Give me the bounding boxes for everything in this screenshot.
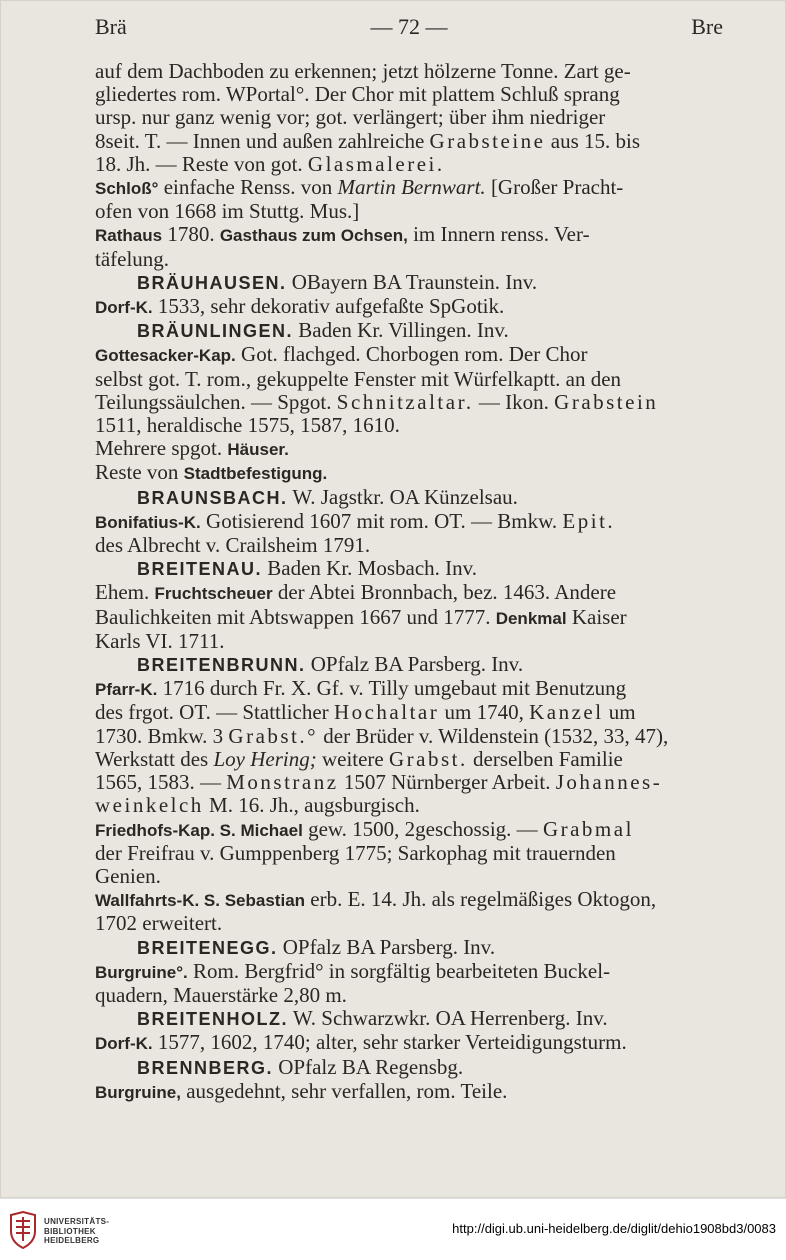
place-heading: BREITENBRUNN. OPfalz BA Parsberg. Inv. <box>137 652 524 677</box>
text-line: weinkelch M. 16. Jh., augsburgisch. <box>95 793 420 818</box>
permalink-url[interactable]: http://digi.ub.uni-heidelberg.de/diglit/dehio1908bd3/0083 <box>452 1221 776 1236</box>
text-line: Dorf-K. 1533, sehr dekorativ aufgefaßte SpGotik. <box>95 294 505 319</box>
running-header <box>95 12 723 46</box>
text-line: Schloß° einfache Renss. von Martin Bernwart. [Großer Pracht- <box>95 175 624 200</box>
text-line: Rathaus 1780. Gasthaus zum Ochsen, im Innern renss. Ver- <box>95 222 590 247</box>
text-line: Wallfahrts-K. S. Sebastian erb. E. 14. Jh. als regelmäßiges Oktogon, <box>95 887 657 912</box>
place-heading: BRAUNSBACH. W. Jagstkr. OA Künzelsau. <box>137 484 518 509</box>
text-line: täfelung. <box>95 246 170 271</box>
text-line: ofen von 1668 im Stuttg. Mus.] <box>95 199 360 224</box>
text-line: Burgruine, ausgedehnt, sehr verfallen, rom. Teile. <box>95 1078 508 1103</box>
text-line: selbst got. T. rom., gekuppelte Fenster mit Würfelkaptt. an den <box>95 366 622 391</box>
text-line: Mehrere spgot. Häuser. <box>95 436 289 461</box>
text-line: Werkstatt des Loy Hering; weitere Grabst. derselben Familie <box>95 746 623 771</box>
page-number: — 72 — <box>370 14 448 39</box>
text-line: quadern, Mauerstärke 2,80 m. <box>95 982 347 1007</box>
text-line: 18. Jh. — Reste von got. Glasmalerei. <box>95 151 445 176</box>
text-line: 1565, 1583. — Monstranz 1507 Nürnberger Arbeit. Johannes- <box>95 770 663 795</box>
text-line: 1702 erweitert. <box>95 911 223 936</box>
place-heading: BREITENAU. Baden Kr. Mosbach. Inv. <box>137 556 478 581</box>
text-line: Baulichkeiten mit Abtswappen 1667 und 1777. Denkmal Kaiser <box>95 604 627 629</box>
header-right: Bre <box>691 14 723 39</box>
text-line: des Albrecht v. Crailsheim 1791. <box>95 533 371 558</box>
text-line: Ehem. Fruchtscheuer der Abtei Bronnbach, bez. 1463. Andere <box>95 580 617 605</box>
place-heading: BREITENEGG. OPfalz BA Parsberg. Inv. <box>137 934 496 959</box>
place-heading: BRÄUNLINGEN. Baden Kr. Villingen. Inv. <box>137 318 509 343</box>
text-line: Reste von Stadtbefestigung. <box>95 460 328 485</box>
place-heading: BRENNBERG. OPfalz BA Regensbg. <box>137 1054 464 1079</box>
text-line: 8seit. T. — Innen und außen zahlreiche Grabsteine aus 15. bis <box>95 128 640 153</box>
body-text <box>95 60 727 1104</box>
text-line: Dorf-K. 1577, 1602, 1740; alter, sehr starker Verteidigungsturm. <box>95 1030 627 1055</box>
text-line: Teilungssäulchen. — Spgot. Schnitzaltar. — Ikon. Grabstein <box>95 389 659 414</box>
text-line: Genien. <box>95 863 161 888</box>
text-line: 1730. Bmkw. 3 Grabst.° der Brüder v. Wildenstein (1532, 33, 47), <box>95 723 669 748</box>
text-line: Gottesacker-Kap. Got. flachged. Chorbogen rom. Der Chor <box>95 342 588 367</box>
text-line: Burgruine°. Rom. Bergfrid° in sorgfältig bearbeiteten Buckel- <box>95 958 611 983</box>
text-line: Bonifatius-K. Gotisierend 1607 mit rom. OT. — Bmkw. Epit. <box>95 508 616 533</box>
text-line: Karls VI. 1711. <box>95 628 225 653</box>
text-line: der Freifrau v. Gumppenberg 1775; Sarkophag mit trauernden <box>95 840 616 865</box>
header-left: Brä <box>95 14 127 39</box>
text-line: auf dem Dachboden zu erkennen; jetzt hölzerne Tonne. Zart ge- <box>95 59 631 83</box>
heidelberg-university-library-logo-icon <box>8 1211 38 1249</box>
text-line: des frgot. OT. — Stattlicher Hochaltar um 1740, Kanzel um <box>95 700 636 725</box>
place-heading: BREITENHOLZ. W. Schwarzwkr. OA Herrenberg. Inv. <box>137 1006 608 1031</box>
text-line: 1511, heraldische 1575, 1587, 1610. <box>95 413 400 438</box>
place-heading: BRÄUHAUSEN. OBayern BA Traunstein. Inv. <box>137 269 538 294</box>
text-line: ursp. nur ganz wenig vor; got. verlängert; über ihm niedriger <box>95 105 606 130</box>
viewer-footer <box>0 1198 786 1260</box>
text-line: gliedertes rom. WPortal°. Der Chor mit plattem Schluß sprang <box>95 82 620 107</box>
text-line: Pfarr-K. 1716 durch Fr. X. Gf. v. Tilly umgebaut mit Benutzung <box>95 676 627 701</box>
institution-name: UNIVERSITÄTS- BIBLIOTHEK HEIDELBERG <box>44 1217 110 1245</box>
text-line: Friedhofs-Kap. S. Michael gew. 1500, 2geschossig. — Grabmal <box>95 816 634 841</box>
